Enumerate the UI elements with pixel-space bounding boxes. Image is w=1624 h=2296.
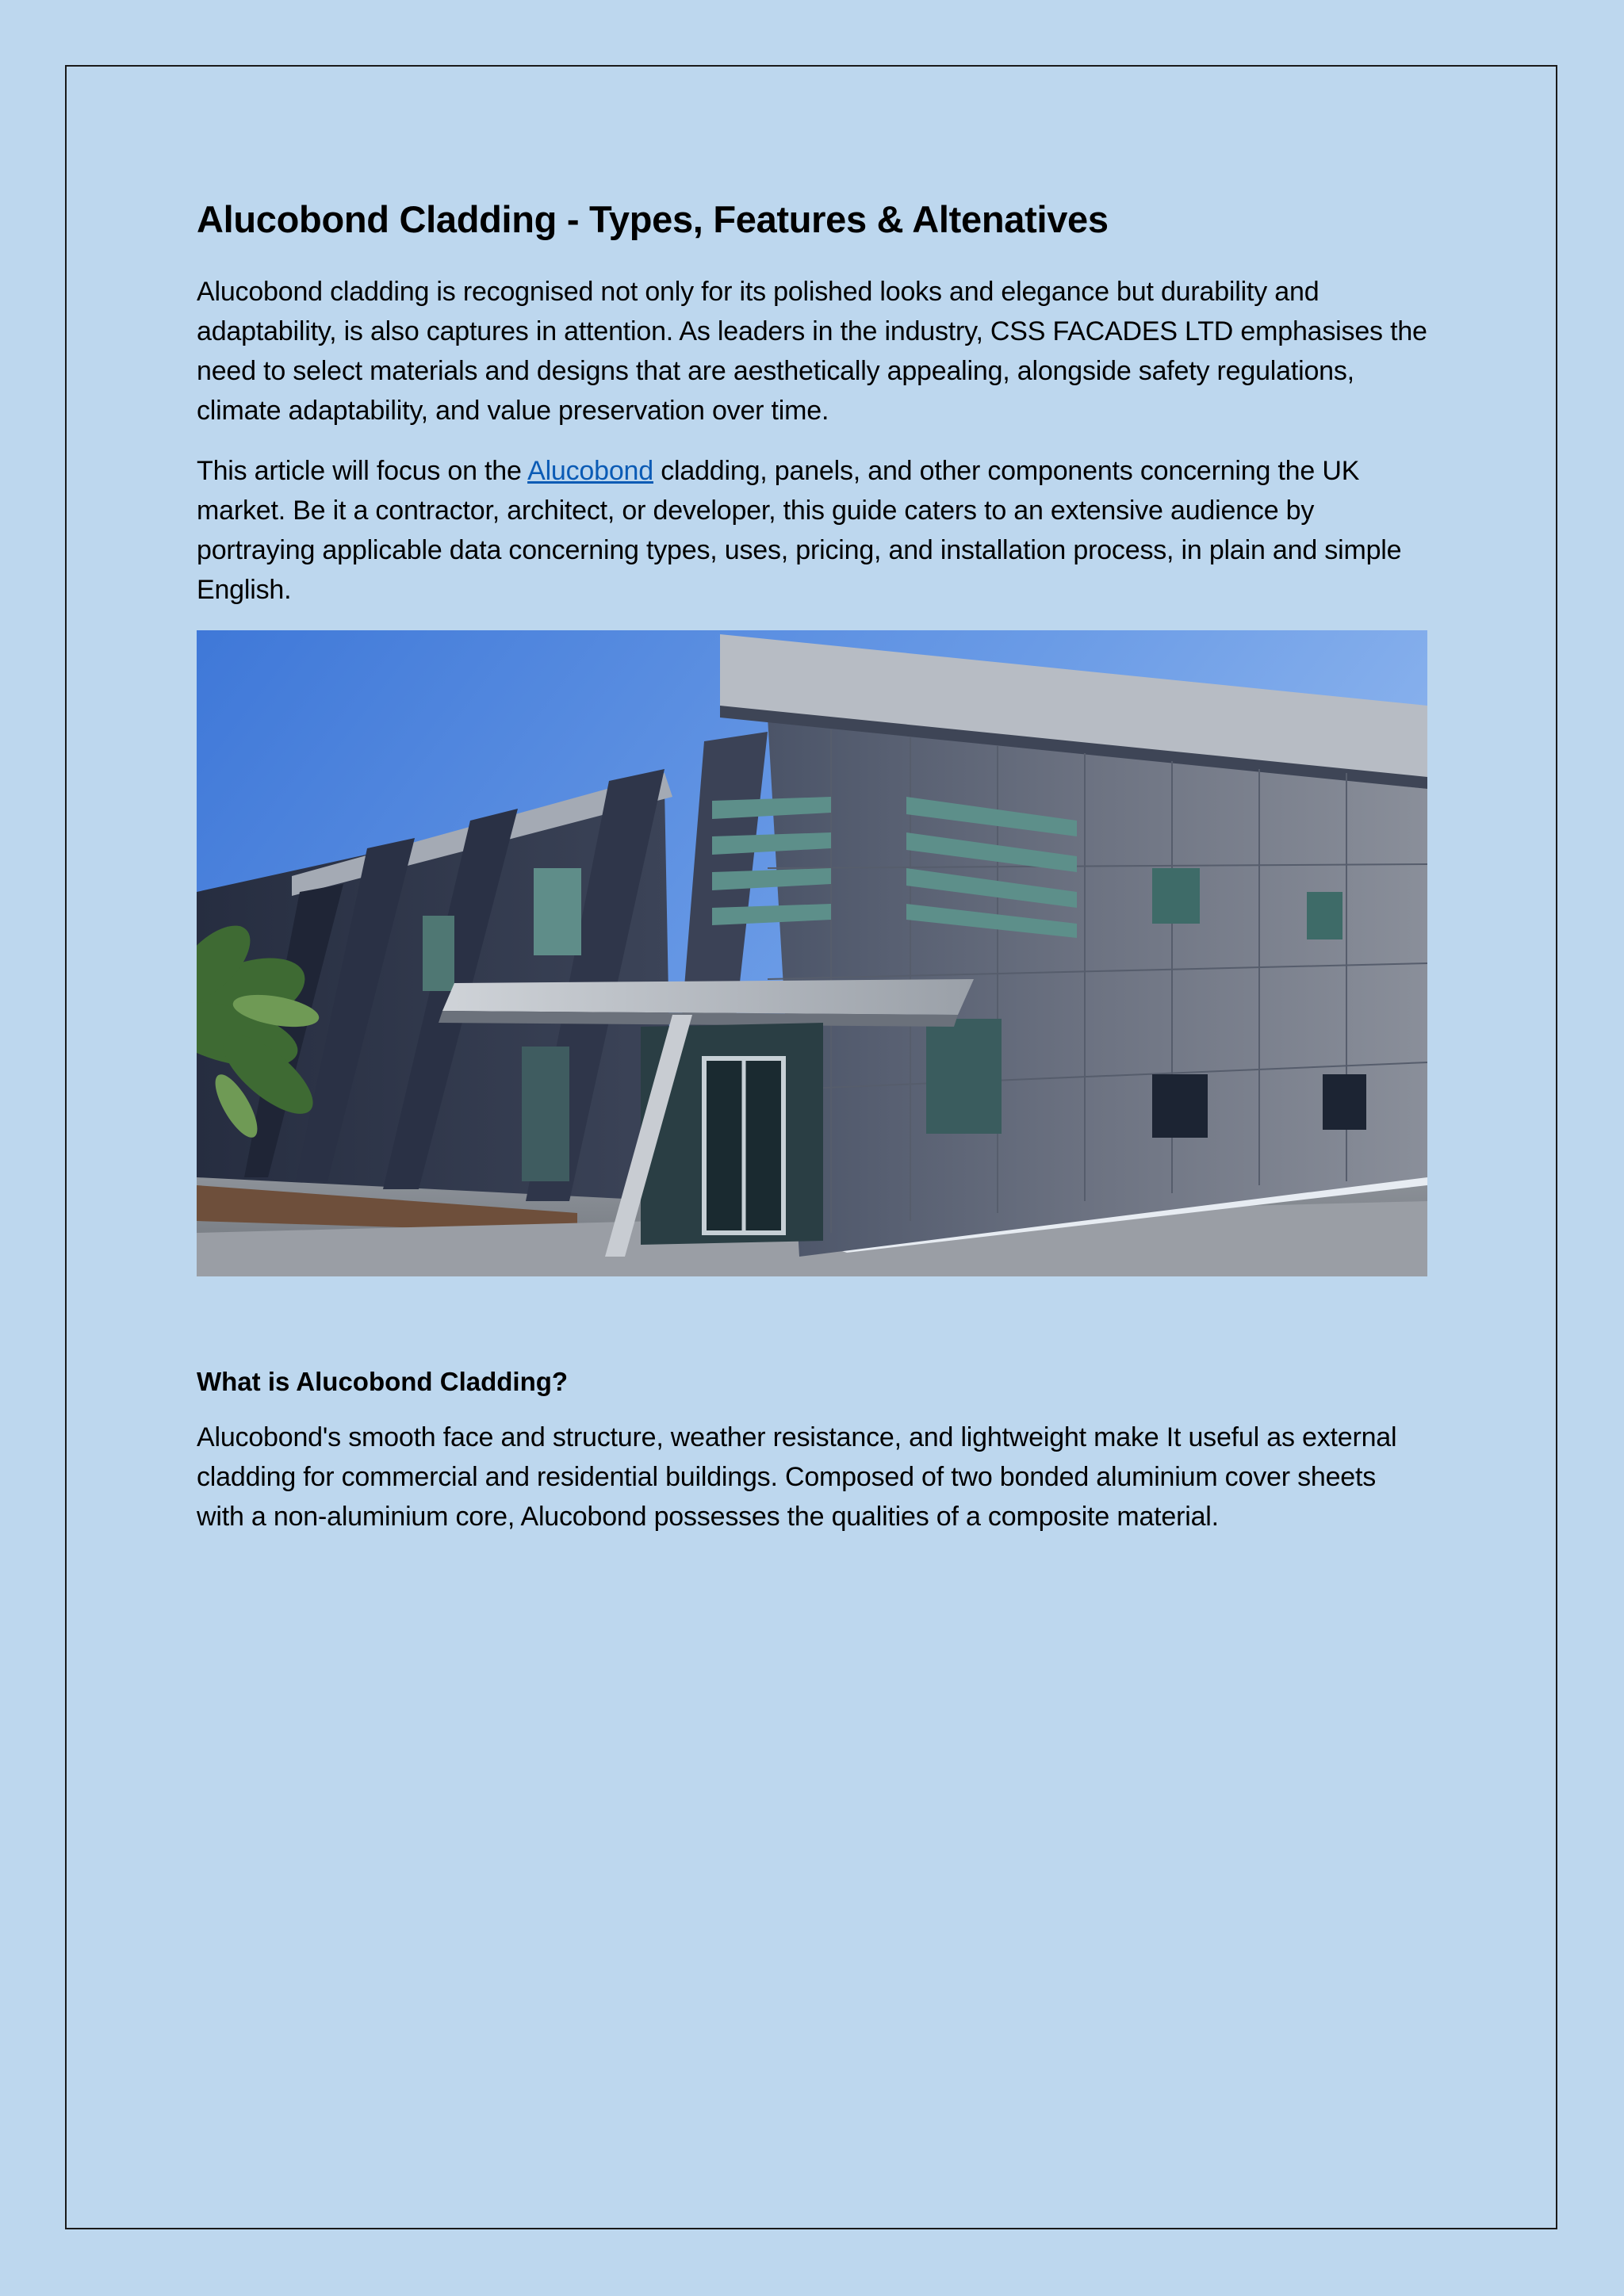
- building-photo: [197, 630, 1427, 1276]
- focus-text-before-link: This article will focus on the: [197, 455, 528, 486]
- focus-text-after-link: cladding, panels, and other components concerning the UK market. Be it a contractor, architect, or developer, this guide caters to an extensive audience by portraying applicable data concerning types, uses, pricing, and installation process, in plain and simple English.: [197, 455, 1402, 605]
- intro-paragraph: Alucobond cladding is recognised not only for its polished looks and elegance but durability and adaptability, is also captures in attention. As leaders in the industry, CSS FACADES LTD emphasises the need to select materials and designs that are aesthetically appealing, alongside safety regulations, climate adaptability, and value preservation over time.: [197, 276, 1427, 426]
- article-title: Alucobond Cladding - Types, Features & Altenatives: [197, 198, 1109, 240]
- focus-paragraph: [197, 451, 1427, 610]
- article-content: [197, 197, 1427, 1557]
- alucobond-link[interactable]: Alucobond: [527, 455, 653, 486]
- section-heading: What is Alucobond Cladding?: [197, 1366, 569, 1396]
- section-paragraph: Alucobond's smooth face and structure, weather resistance, and lightweight make It useful as external cladding for commercial and residential buildings. Composed of two bonded aluminium cover sheets with a non-aluminium core, Alucobond possesses the qualities of a composite material.: [197, 1422, 1397, 1532]
